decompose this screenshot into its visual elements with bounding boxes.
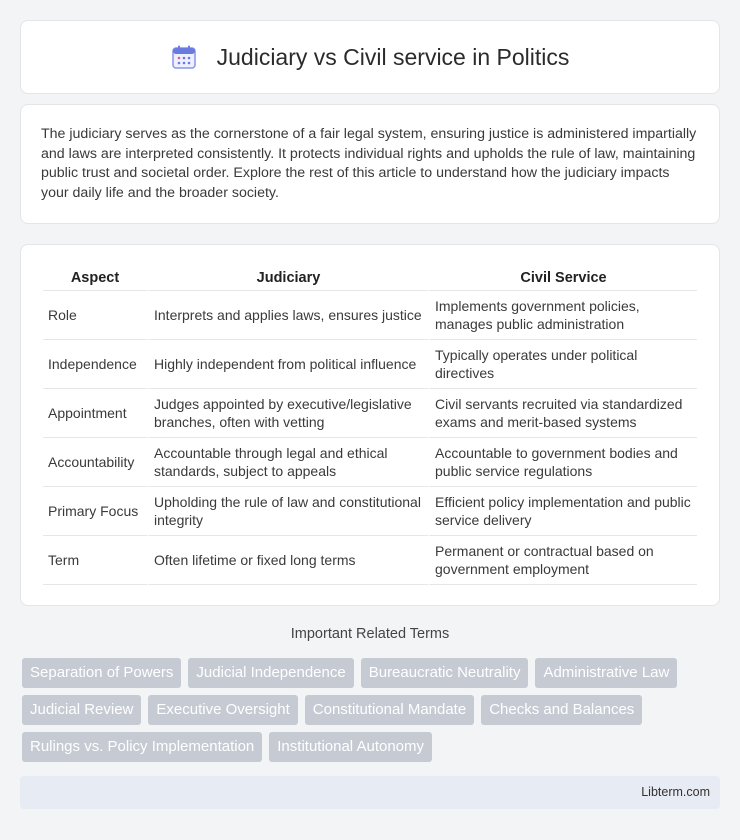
table-cell: Typically operates under political directives bbox=[428, 340, 697, 389]
table-row bbox=[43, 536, 697, 585]
calendar-icon bbox=[171, 44, 197, 70]
footer bbox=[20, 776, 720, 809]
table-cell: Appointment bbox=[43, 389, 147, 438]
table-cell: Judges appointed by executive/legislative branches, often with vetting bbox=[147, 389, 428, 438]
table-cell: Civil servants recruited via standardized exams and merit-based systems bbox=[428, 389, 697, 438]
table-cell: Independence bbox=[43, 340, 147, 389]
title-card bbox=[20, 20, 720, 94]
related-term-tag[interactable]: Institutional Autonomy bbox=[269, 732, 432, 762]
related-term-tag[interactable]: Constitutional Mandate bbox=[305, 695, 474, 725]
table-cell: Accountable to government bodies and public service regulations bbox=[428, 438, 697, 487]
table-cell: Efficient policy implementation and public service delivery bbox=[428, 487, 697, 536]
related-term-tag[interactable]: Judicial Independence bbox=[188, 658, 353, 688]
related-term-tag[interactable]: Judicial Review bbox=[22, 695, 141, 725]
table-cell: Role bbox=[43, 291, 147, 340]
table-cell: Accountability bbox=[43, 438, 147, 487]
related-term-tag[interactable]: Separation of Powers bbox=[22, 658, 181, 688]
table-cell: Primary Focus bbox=[43, 487, 147, 536]
table-cell: Often lifetime or fixed long terms bbox=[147, 536, 428, 585]
table-row bbox=[43, 340, 697, 389]
table-cell: Permanent or contractual based on government employment bbox=[428, 536, 697, 585]
table-row bbox=[43, 389, 697, 438]
intro-text: The judiciary serves as the cornerstone of a fair legal system, ensuring justice is administered impartially and laws are interpreted consistently. It protects individual rights and upholds the rule of law, maintaining public trust and societal order. Explore the rest of this article to understand how the judiciary impacts your daily life and the broader society. bbox=[41, 126, 697, 201]
intro-card bbox=[20, 104, 720, 224]
table-header-row bbox=[43, 265, 697, 291]
table-cell: Upholding the rule of law and constitutional integrity bbox=[147, 487, 428, 536]
header-aspect: Aspect bbox=[43, 265, 147, 291]
table-cell: Accountable through legal and ethical standards, subject to appeals bbox=[147, 438, 428, 487]
page-title: Judiciary vs Civil service in Politics bbox=[216, 43, 570, 70]
table-row bbox=[43, 438, 697, 487]
table-row bbox=[43, 487, 697, 536]
related-term-tag[interactable]: Bureaucratic Neutrality bbox=[361, 658, 529, 688]
related-terms-list bbox=[22, 658, 722, 769]
related-term-tag[interactable]: Executive Oversight bbox=[148, 695, 297, 725]
table-cell: Implements government policies, manages public administration bbox=[428, 291, 697, 340]
table-cell: Highly independent from political influence bbox=[147, 340, 428, 389]
header-civil-service: Civil Service bbox=[428, 265, 697, 291]
comparison-table-card bbox=[20, 244, 720, 606]
table-cell: Interprets and applies laws, ensures justice bbox=[147, 291, 428, 340]
footer-site-link[interactable]: Libterm.com bbox=[641, 785, 710, 799]
related-term-tag[interactable]: Checks and Balances bbox=[481, 695, 642, 725]
related-term-tag[interactable]: Administrative Law bbox=[535, 658, 677, 688]
related-terms-title: Important Related Terms bbox=[290, 626, 450, 642]
table-row bbox=[43, 291, 697, 340]
table-cell: Term bbox=[43, 536, 147, 585]
comparison-table bbox=[43, 265, 697, 585]
header-judiciary: Judiciary bbox=[147, 265, 428, 291]
related-term-tag[interactable]: Rulings vs. Policy Implementation bbox=[22, 732, 262, 762]
